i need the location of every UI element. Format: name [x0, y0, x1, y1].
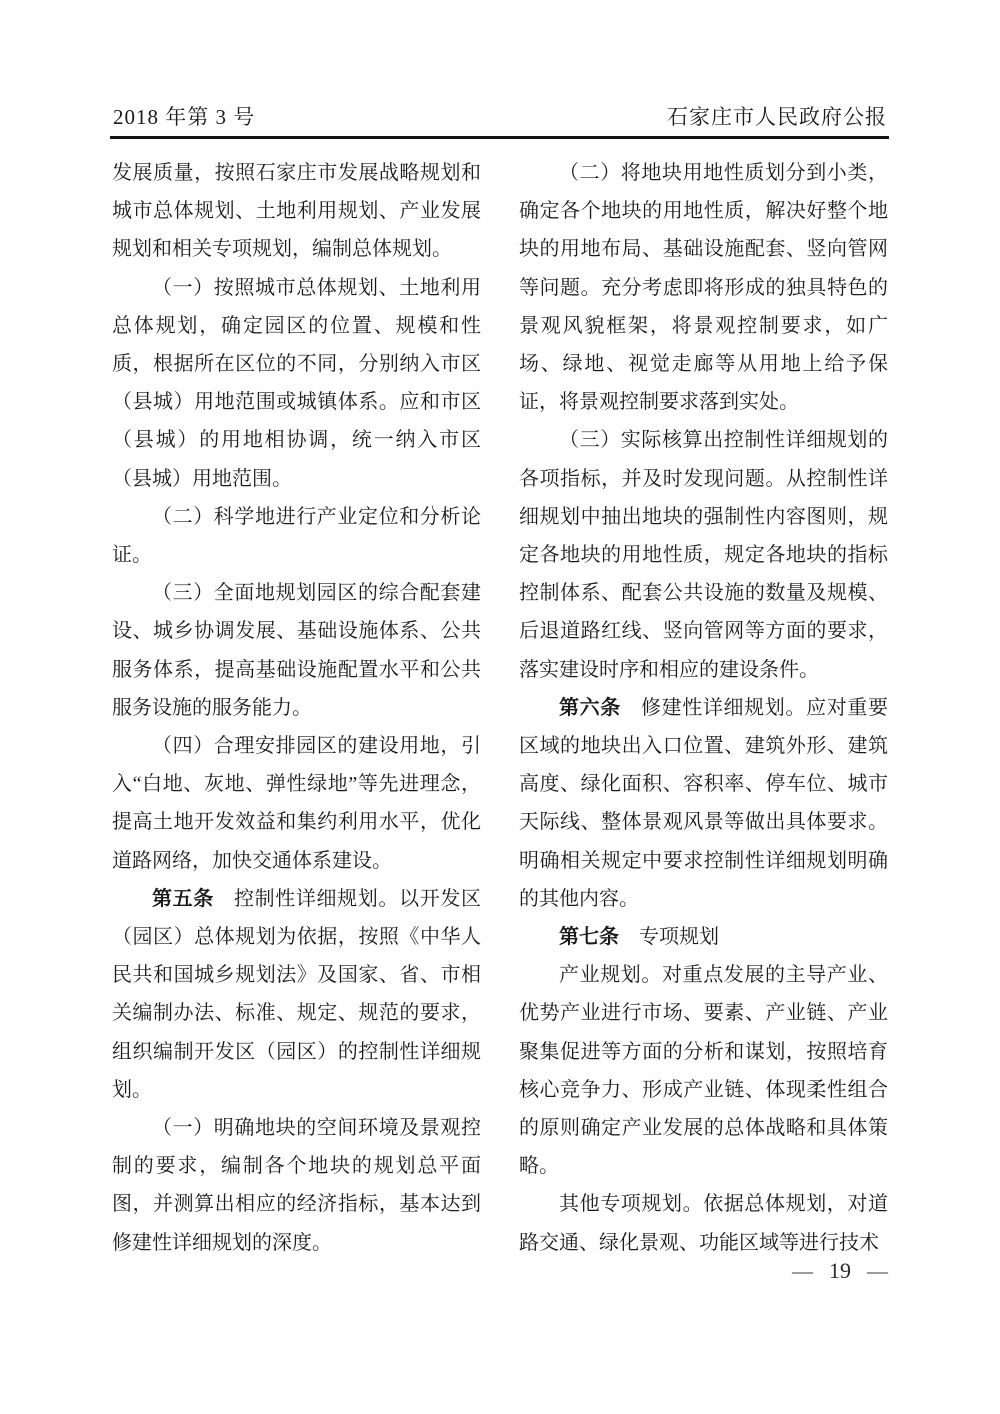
article-number-label: 第六条 — [559, 696, 621, 719]
page-footer — [792, 1258, 888, 1284]
paragraph: （一）明确地块的空间环境及景观控制的要求，编制各个地块的规划总平面图，并测算出相应的经济指标，基本达到修建性详细规划的深度。 — [112, 1117, 481, 1254]
paragraph: 第六条 修建性详细规划。应对重要区域的地块出入口位置、建筑外形、建筑高度、绿化面积、容积率、停车位、城市天际线、整体景观风景等做出具体要求。明确相关规定中要求控制性详细规划明确的其他内容。 — [519, 696, 889, 910]
header-publication-title: 石家庄市人民政府公报 — [667, 105, 887, 129]
footer-dash-left: — — [792, 1258, 813, 1283]
paragraph: 发展质量，按照石家庄市发展战略规划和城市总体规划、土地利用规划、产业发展规划和相关专项规划，编制总体规划。 — [112, 162, 481, 261]
page-header — [113, 101, 887, 131]
paragraph: 第五条 控制性详细规划。以开发区（园区）总体规划为依据，按照《中华人民共和国城乡规划法》及国家、省、市相关编制办法、标准、规定、规范的要求，组织编制开发区（园区）的控制性详细规划。 — [112, 887, 482, 1101]
paragraph: 其他专项规划。依据总体规划，对道路交通、绿化景观、功能区域等进行技术 — [519, 1193, 888, 1254]
paragraph: （二）科学地进行产业定位和分析论证。 — [112, 505, 481, 567]
page-number: 19 — [829, 1258, 851, 1283]
paragraph: 产业规划。对重点发展的主导产业、优势产业进行市场、要素、产业链、产业聚集促进等方面的分析和谋划，按照培育核心竞争力、形成产业链、体现柔性组合的原则确定产业发展的总体战略和具体策略。 — [519, 964, 888, 1178]
header-issue-number: 2018 年第 3 号 — [113, 105, 256, 129]
paragraph: （四）合理安排园区的建设用地，引入“白地、灰地、弹性绿地”等先进理念，提高土地开发效益和集约利用水平，优化道路网络，加快交通体系建设。 — [112, 735, 481, 872]
paragraph: （三）全面地规划园区的综合配套建设、城乡协调发展、基础设施体系、公共服务体系，提高基础设施配置水平和公共服务设施的服务能力。 — [112, 582, 481, 719]
paragraph: （二）将地块用地性质划分到小类，确定各个地块的用地性质，解决好整个地块的用地布局、基础设施配套、竖向管网等问题。充分考虑即将形成的独具特色的景观风貌框架，将景观控制要求，如广场、绿地、视觉走廊等从用地上给予保证，将景观控制要求落到实处。 — [519, 162, 888, 414]
header-divider-rule — [110, 136, 889, 139]
article-number-label: 第五条 — [152, 887, 214, 910]
body-columns — [112, 154, 888, 1262]
right-column — [519, 154, 888, 1262]
article-number-label: 第七条 — [559, 926, 619, 949]
paragraph: 第七条 专项规划 — [559, 926, 719, 949]
paragraph: （三）实际核算出控制性详细规划的各项指标，并及时发现问题。从控制性详细规划中抽出地块的强制性内容图则，规定各地块的用地性质，规定各地块的指标控制体系、配套公共设施的数量及规模、后退道路红线、竖向管网等方面的要求，落实建设时序和相应的建设条件。 — [519, 429, 888, 681]
left-column — [112, 154, 481, 1262]
paragraph: （一）按照城市总体规划、土地利用总体规划，确定园区的位置、规模和性质，根据所在区位的不同，分别纳入市区（县城）用地范围或城镇体系。应和市区（县城）的用地相协调，统一纳入市区（县城）用地范围。 — [112, 276, 481, 490]
footer-dash-right: — — [867, 1258, 888, 1283]
